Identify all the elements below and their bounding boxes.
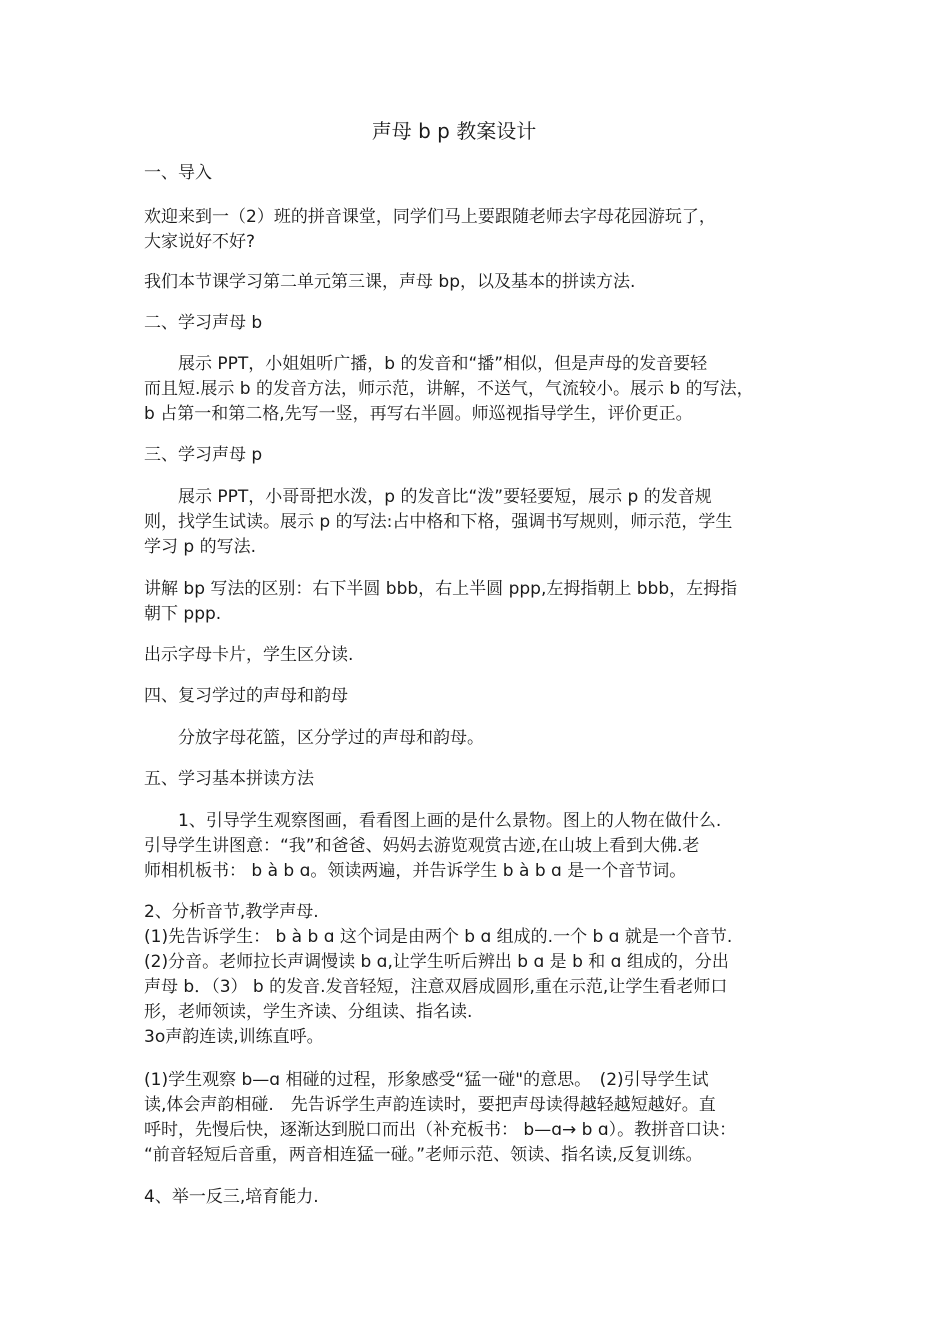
text-line: 讲解 bp 写法的区别：右下半圆 bbb，右上半圆 ppp,左拇指朝上 bbb，左拇指: [144, 579, 738, 599]
text-line: 五、学习基本拼读方法: [144, 769, 314, 789]
paragraph-direct-call: [144, 1068, 816, 1168]
text-line: 形，老师领读，学生齐读、分组读、指名读.: [144, 1002, 473, 1022]
text-line: 分放字母花篮，区分学过的声母和韵母。: [144, 728, 484, 748]
heading-spelling-method: [144, 767, 816, 792]
paragraph-lesson-intro: [144, 270, 816, 295]
paragraph-letter-cards: [144, 643, 816, 668]
text-line: 二、学习声母 b: [144, 313, 263, 333]
text-line: 三、学习声母 p: [144, 445, 263, 465]
paragraph-analyze-syllable: [144, 900, 816, 1050]
text-line: b 占第一和第二格,先写一竖，再写右半圆。师巡视指导学生，评价更正。: [144, 404, 693, 424]
text-line: 而且短.展示 b 的发音方法，师示范，讲解，不送气，气流较小。展示 b 的写法，: [144, 379, 754, 399]
text-line: 引导学生讲图意：“我”和爸爸、妈妈去游览观赏古迹,在山坡上看到大佛.老: [144, 836, 700, 856]
text-line: 声母 b．（3） b 的发音.发音轻短，注意双唇成圆形,重在示范,让学生看老师口: [144, 977, 728, 997]
text-line: 读,体会声韵相碰. 先告诉学生声韵连读时，要把声母读得越轻越短越好。直: [144, 1095, 716, 1115]
text-line: 呼时，先慢后快，逐渐达到脱口而出（补充板书： b—ɑ→ b ɑ）。教拼音口诀：: [144, 1120, 737, 1140]
text-line: 一、导入: [144, 163, 212, 183]
text-line: 四、复习学过的声母和韵母: [144, 686, 348, 706]
text-line: 我们本节课学习第二单元第三课，声母 bp，以及基本的拼读方法.: [144, 272, 636, 292]
text-line: 则，找学生试读。展示 p 的写法:占中格和下格，强调书写规则，师示范，学生: [144, 512, 733, 532]
heading-review: [144, 684, 816, 709]
heading-learn-b: [144, 311, 816, 336]
heading-learn-p: [144, 443, 816, 468]
text-line: 2、分析音节,教学声母.: [144, 902, 319, 922]
text-line: 学习 p 的写法.: [144, 537, 257, 557]
heading-introduction: [144, 161, 816, 186]
text-line: 大家说好不好?: [144, 232, 256, 252]
text-line: 4、举一反三,培育能力.: [144, 1187, 319, 1207]
text-line: (1)先告诉学生： b à b ɑ 这个词是由两个 b ɑ 组成的.一个 b ɑ 就是一个音节.: [144, 927, 733, 947]
paragraph-extend-ability: [144, 1185, 816, 1210]
text-line: 3o声韵连读,训练直呼。: [144, 1027, 324, 1047]
paragraph-observe-picture: [144, 809, 816, 884]
paragraph-learn-b: [144, 352, 816, 427]
paragraph-learn-p: [144, 485, 816, 560]
text-line: (2)分音。老师拉长声调慢读 b ɑ,让学生听后辨出 b ɑ 是 b 和 ɑ 组成的，分出: [144, 952, 729, 972]
paragraph-review: [144, 726, 816, 751]
text-line: 1、引导学生观察图画，看看图上画的是什么景物。图上的人物在做什么.: [144, 811, 722, 831]
document-title: 声母 b p 教案设计: [371, 119, 537, 143]
text-line: 展示 PPT，小姐姐听广播，b 的发音和“播”相似，但是声母的发音要轻: [144, 354, 708, 374]
text-line: “前音轻短后音重，两音相连猛一碰。”老师示范、领读、指名读,反复训练。: [144, 1145, 703, 1165]
text-line: 欢迎来到一（2）班的拼音课堂，同学们马上要跟随老师去字母花园游玩了，: [144, 207, 716, 227]
text-line: (1)学生观察 b—ɑ 相碰的过程，形象感受“猛一碰"的意思。 (2)引导学生试: [144, 1070, 709, 1090]
paragraph-welcome: [144, 205, 816, 255]
text-line: 朝下 ppp.: [144, 604, 222, 624]
paragraph-bp-difference: [144, 577, 816, 627]
text-line: 出示字母卡片，学生区分读.: [144, 645, 354, 665]
text-line: 展示 PPT，小哥哥把水泼，p 的发音比“泼”要轻要短，展示 p 的发音规: [144, 487, 712, 507]
text-line: 师相机板书： b à b ɑ。领读两遍，并告诉学生 b à b ɑ 是一个音节词。: [144, 861, 687, 881]
